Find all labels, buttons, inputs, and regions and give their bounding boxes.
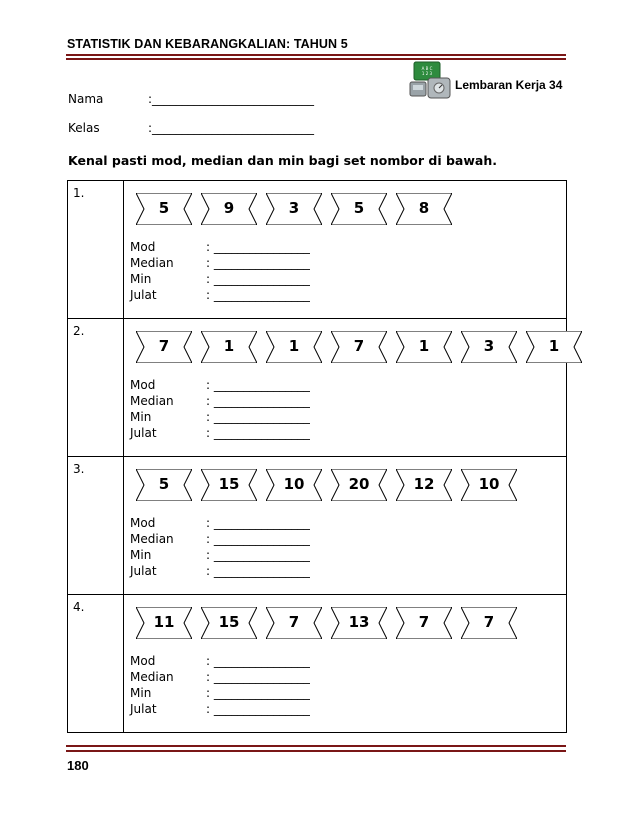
number-box: [331, 607, 387, 639]
answer-label: Mod: [130, 516, 156, 530]
number-value: 1: [418, 337, 430, 355]
number-value: 3: [288, 199, 300, 217]
answer-blank[interactable]: : ________________: [206, 240, 310, 254]
number-box: [201, 331, 257, 363]
class-label: Kelas: [68, 121, 100, 135]
number-value: 15: [218, 475, 240, 493]
answer-label: Mod: [130, 240, 156, 254]
number-value: 5: [353, 199, 365, 217]
name-label: Nama: [68, 92, 104, 106]
answer-label: Min: [130, 272, 152, 286]
number-box: [136, 607, 192, 639]
question-cell: [124, 595, 567, 733]
number-set: [124, 331, 584, 363]
question-table: [67, 180, 567, 733]
worksheet-clipart-icon: [408, 60, 452, 100]
answer-blank[interactable]: : ________________: [206, 516, 310, 530]
number-box: [331, 469, 387, 501]
answer-label: Julat: [130, 564, 157, 578]
header-rule: [66, 54, 566, 56]
footer-rule-2: [66, 750, 566, 752]
number-box: [266, 193, 322, 225]
number-set: [124, 469, 584, 501]
number-box: [396, 607, 452, 639]
number-value: 8: [418, 199, 430, 217]
number-value: 7: [288, 613, 300, 631]
svg-text:A B C: A B C: [421, 66, 433, 71]
answer-label: Julat: [130, 426, 157, 440]
number-value: 11: [153, 613, 175, 631]
number-value: 10: [283, 475, 305, 493]
number-box: [201, 607, 257, 639]
answer-blank[interactable]: : ________________: [206, 654, 310, 668]
number-value: 1: [223, 337, 235, 355]
question-row: [68, 595, 567, 733]
number-box: [461, 469, 517, 501]
number-box: [461, 331, 517, 363]
instruction-text: Kenal pasti mod, median dan min bagi set nombor di bawah.: [68, 153, 497, 168]
number-box: [136, 331, 192, 363]
number-box: [136, 469, 192, 501]
page-header-title: STATISTIK DAN KEBARANGKALIAN: TAHUN 5: [67, 37, 348, 51]
number-box: [396, 469, 452, 501]
question-number: 1.: [68, 181, 124, 319]
number-value: 3: [483, 337, 495, 355]
class-blank[interactable]: :___________________________: [148, 121, 315, 135]
number-value: 7: [418, 613, 430, 631]
question-row: [68, 181, 567, 319]
number-box: [396, 331, 452, 363]
number-box: [396, 193, 452, 225]
answer-label: Min: [130, 686, 152, 700]
answer-label: Mod: [130, 378, 156, 392]
answer-label: Median: [130, 670, 174, 684]
answer-blank[interactable]: : ________________: [206, 410, 310, 424]
number-value: 20: [348, 475, 370, 493]
number-set: [124, 193, 584, 225]
number-value: 1: [288, 337, 300, 355]
question-cell: [124, 181, 567, 319]
number-set: [124, 607, 584, 639]
answer-blank[interactable]: : ________________: [206, 670, 310, 684]
answer-blank[interactable]: : ________________: [206, 288, 310, 302]
answer-label: Median: [130, 532, 174, 546]
number-value: 7: [158, 337, 170, 355]
number-box: [201, 193, 257, 225]
number-value: 7: [483, 613, 495, 631]
question-cell: [124, 319, 567, 457]
answer-label: Median: [130, 394, 174, 408]
header-rule-2: [66, 58, 566, 60]
number-value: 9: [223, 199, 235, 217]
number-value: 7: [353, 337, 365, 355]
number-box: [136, 193, 192, 225]
answer-label: Min: [130, 410, 152, 424]
number-box: [201, 469, 257, 501]
name-blank[interactable]: :___________________________: [148, 92, 315, 106]
answer-blank[interactable]: : ________________: [206, 272, 310, 286]
answer-blank[interactable]: : ________________: [206, 426, 310, 440]
number-box: [266, 607, 322, 639]
worksheet-label: Lembaran Kerja 34: [455, 78, 563, 92]
number-box: [331, 193, 387, 225]
number-value: 13: [348, 613, 370, 631]
number-box: [266, 331, 322, 363]
answer-blank[interactable]: : ________________: [206, 548, 310, 562]
question-cell: [124, 457, 567, 595]
number-value: 5: [158, 199, 170, 217]
question-number: 2.: [68, 319, 124, 457]
number-value: 10: [478, 475, 500, 493]
answer-blank[interactable]: : ________________: [206, 256, 310, 270]
answer-blank[interactable]: : ________________: [206, 378, 310, 392]
answer-blank[interactable]: : ________________: [206, 702, 310, 716]
answer-label: Julat: [130, 288, 157, 302]
answer-label: Mod: [130, 654, 156, 668]
number-box: [266, 469, 322, 501]
number-value: 12: [413, 475, 435, 493]
number-box: [331, 331, 387, 363]
number-value: 5: [158, 475, 170, 493]
footer-rule: [66, 745, 566, 747]
answer-blank[interactable]: : ________________: [206, 532, 310, 546]
number-box: [526, 331, 582, 363]
svg-text:1 2 3: 1 2 3: [421, 71, 433, 76]
answer-blank[interactable]: : ________________: [206, 564, 310, 578]
answer-label: Julat: [130, 702, 157, 716]
answer-label: Median: [130, 256, 174, 270]
answer-blank[interactable]: : ________________: [206, 686, 310, 700]
question-row: [68, 319, 567, 457]
number-value: 15: [218, 613, 240, 631]
answer-label: Min: [130, 548, 152, 562]
question-number: 3.: [68, 457, 124, 595]
page-number: 180: [67, 758, 89, 773]
question-row: [68, 457, 567, 595]
answer-blank[interactable]: : ________________: [206, 394, 310, 408]
number-value: 1: [548, 337, 560, 355]
question-number: 4.: [68, 595, 124, 733]
number-box: [461, 607, 517, 639]
